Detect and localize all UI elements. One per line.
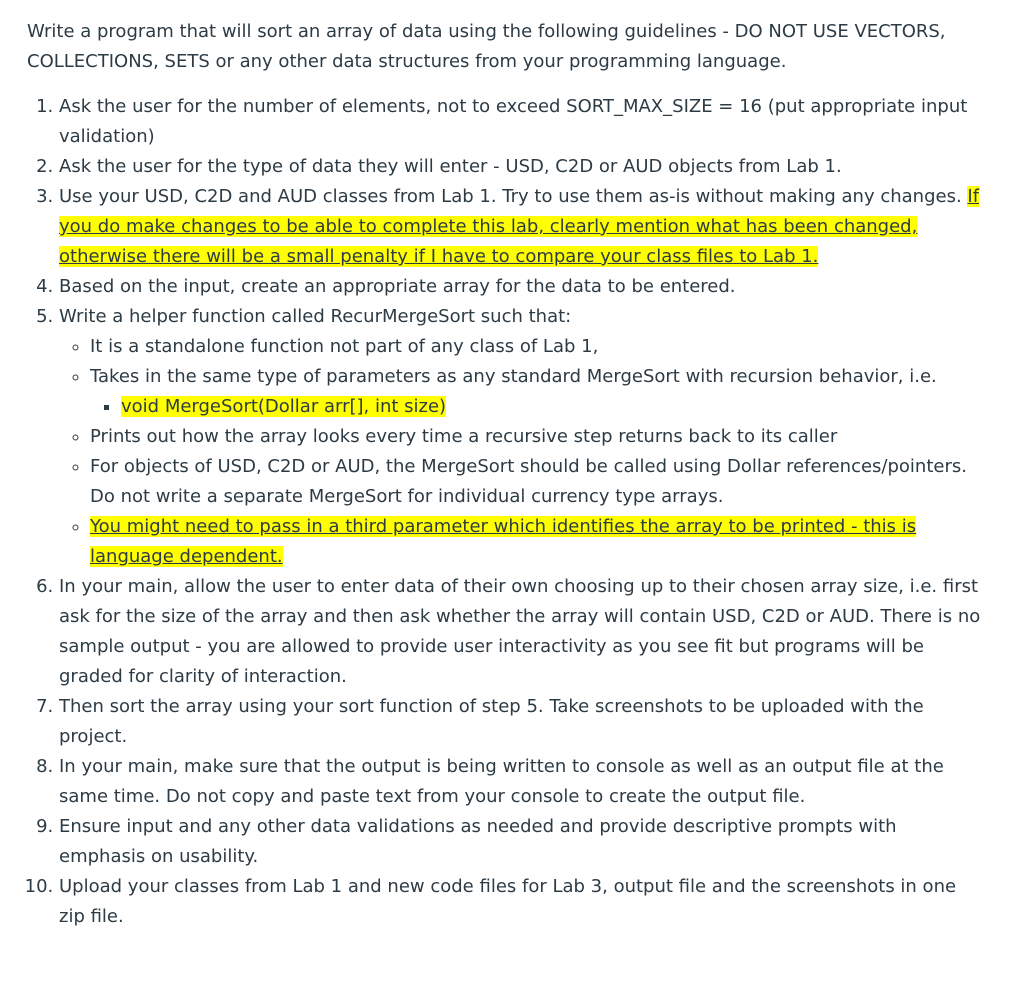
steps-list: [27, 92, 987, 932]
step-5-item-e: [90, 512, 987, 572]
step-5-item-a: ◦ It is a standalone function not part of any class of Lab 1,: [90, 332, 987, 362]
step-5-item-b-text: Takes in the same type of parameters as any standard MergeSort with recursion behavior, i.e.: [90, 366, 937, 387]
step-7: 7. Then sort the array using your sort function of step 5. Take screenshots to be uploaded with the project.: [59, 692, 987, 752]
step-1: 1. Ask the user for the number of elements, not to exceed SORT_MAX_SIZE = 16 (put appropriate input validation): [59, 92, 987, 152]
step-3-text: Use your USD, C2D and AUD classes from Lab 1. Try to use them as-is without making any changes.: [59, 186, 968, 207]
step-5-item-e-highlight: You might need to pass in a third parameter which identifies the array to be printed - this is language dependent.: [90, 516, 917, 567]
step-3: [59, 182, 987, 272]
step-9: 9. Ensure input and any other data validations as needed and provide descriptive prompts with emphasis on usability.: [59, 812, 987, 872]
step-5-item-c: ◦ Prints out how the array looks every time a recursive step returns back to its caller: [90, 422, 987, 452]
step-5-sublist: [59, 332, 987, 572]
step-5-item-d: ◦ For objects of USD, C2D or AUD, the MergeSort should be called using Dollar references/pointers. Do not write a separate MergeSort for individual currency type arrays.: [90, 452, 987, 512]
step-5: [59, 302, 987, 572]
step-8: 8. In your main, make sure that the output is being written to console as well as an output file at the same time. Do not copy and paste text from your console to create the output file.: [59, 752, 987, 812]
intro-paragraph: Write a program that will sort an array of data using the following guidelines - DO NOT USE VECTORS, COLLECTIONS, SETS or any other data structures from your programming language.: [27, 21, 946, 72]
step-2: 2. Ask the user for the type of data they will enter - USD, C2D or AUD objects from Lab 1.: [59, 152, 987, 182]
mergesort-signature-text: void MergeSort(Dollar arr[], int size): [121, 396, 447, 417]
step-5-item-b-sublist: [90, 392, 987, 422]
step-5-text: Write a helper function called RecurMergeSort such that:: [59, 306, 572, 327]
step-4: 4. Based on the input, create an appropriate array for the data to be entered.: [59, 272, 987, 302]
step-6: 6. In your main, allow the user to enter data of their own choosing up to their chosen array size, i.e. first ask for the size of the array and then ask whether the array will contain USD, C2D or AUD. There is no sample output - you are allowed to provide user interactivity as you see fit but programs will be graded for clarity of interaction.: [59, 572, 987, 692]
step-5-item-b: [90, 362, 987, 422]
step-3-highlight: If you do make changes to be able to complete this lab, clearly mention what has been changed, otherwise there will be a small penalty if I have to compare your class files to Lab 1.: [59, 186, 980, 267]
step-10: 10. Upload your classes from Lab 1 and new code files for Lab 3, output file and the screenshots in one zip file.: [59, 872, 987, 932]
mergesort-signature: [121, 392, 987, 422]
